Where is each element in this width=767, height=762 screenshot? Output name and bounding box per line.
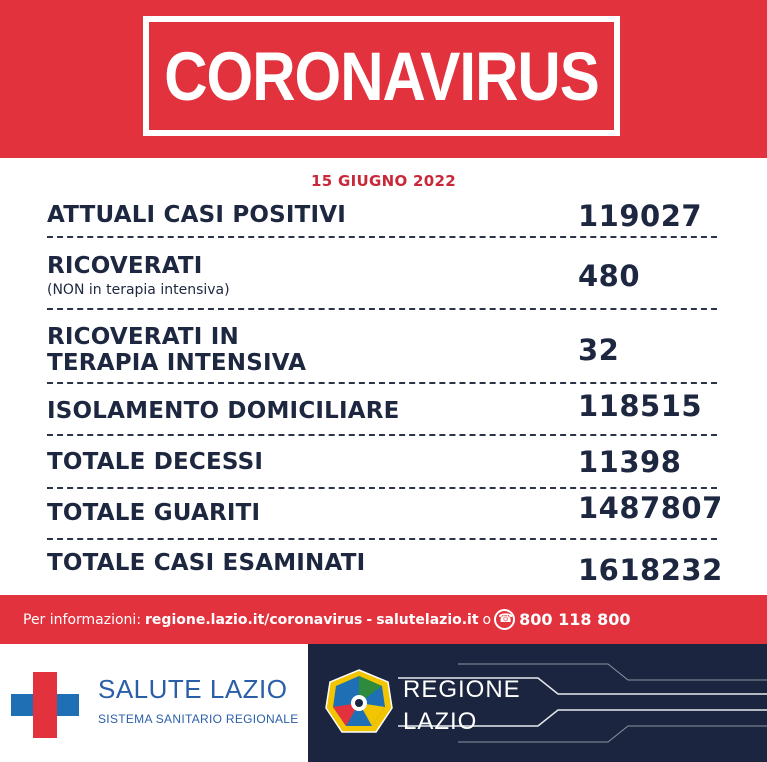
stat-label: TOTALE CASI ESAMINATI: [47, 550, 366, 576]
regione-lazio-emblem-icon: [324, 668, 394, 738]
stat-value: 1487807: [578, 491, 723, 525]
divider: [47, 434, 717, 436]
info-prefix: Per informazioni:: [23, 611, 142, 628]
stat-label-line2: TERAPIA INTENSIVA: [47, 350, 307, 376]
stat-value: 119027: [578, 199, 703, 233]
info-bar: [0, 595, 767, 644]
stat-label: TOTALE DECESSI: [47, 449, 264, 475]
stat-value: 1618232: [578, 553, 723, 587]
divider: [47, 382, 717, 384]
divider: [47, 308, 717, 310]
info-separator: -: [366, 611, 373, 628]
date-label: 15 GIUGNO 2022: [311, 172, 456, 190]
stat-label: ISOLAMENTO DOMICILIARE: [47, 398, 400, 424]
stat-label: RICOVERATI: [47, 253, 203, 279]
divider: [47, 538, 717, 540]
stat-value: 118515: [578, 389, 703, 423]
divider: [47, 236, 717, 238]
regione-lazio-line2: LAZIO: [403, 708, 478, 735]
link-salutelazio[interactable]: salutelazio.it: [376, 611, 479, 628]
stat-value: 11398: [578, 445, 682, 479]
phone-number[interactable]: 800 118 800: [519, 610, 631, 629]
phone-icon: [494, 609, 515, 630]
regione-lazio-line1: REGIONE: [403, 676, 521, 703]
stat-label-line1: RICOVERATI IN: [47, 324, 239, 350]
cross-logo-center: [33, 694, 57, 716]
stat-label: ATTUALI CASI POSITIVI: [47, 202, 347, 228]
stat-label: TOTALE GUARITI: [47, 500, 261, 526]
stat-value: 480: [578, 259, 641, 293]
salute-lazio-title: SALUTE LAZIO: [98, 674, 288, 704]
divider: [47, 487, 717, 489]
page-title: CORONAVIRUS: [164, 37, 599, 115]
title-frame: [143, 16, 620, 136]
salute-lazio-subtitle: SISTEMA SANITARIO REGIONALE: [98, 712, 299, 726]
stat-value: 32: [578, 333, 620, 367]
header-banner: [0, 0, 767, 158]
link-regione-coronavirus[interactable]: regione.lazio.it/coronavirus: [145, 611, 363, 628]
info-conjunction: o: [482, 611, 492, 628]
stat-sublabel: (NON in terapia intensiva): [47, 282, 230, 298]
